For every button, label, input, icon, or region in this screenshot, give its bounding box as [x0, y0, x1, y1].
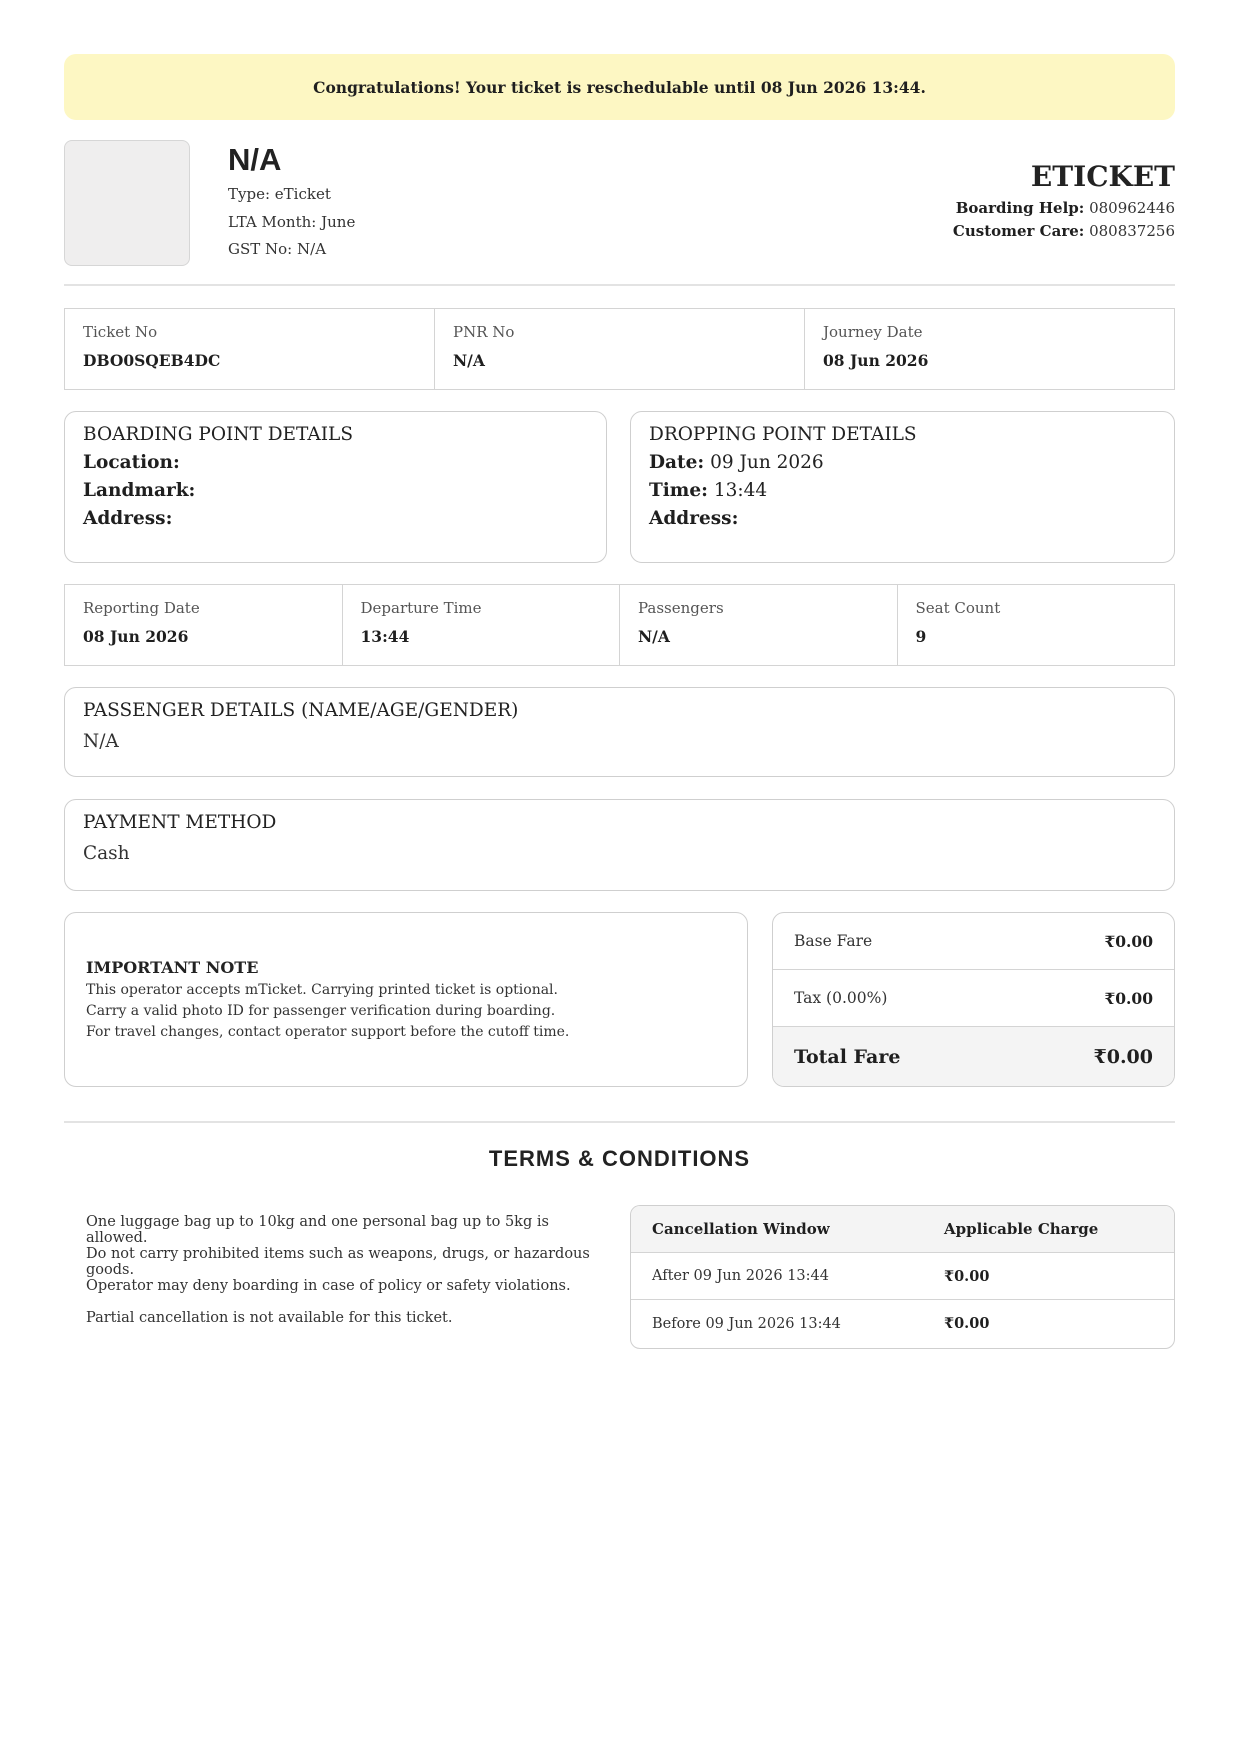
total-fare-amount: ₹0.00 — [1093, 1045, 1153, 1068]
boarding-landmark — [83, 480, 588, 501]
terms-title: TERMS & CONDITIONS — [488, 1146, 751, 1171]
operator-type-value: eTicket — [274, 185, 331, 203]
lta-month-value: June — [321, 213, 356, 231]
boarding-point-card — [64, 411, 607, 563]
passengers-label: Passengers — [638, 599, 724, 617]
journey-date-label: Journey Date — [823, 323, 923, 341]
boarding-address-label: Address: — [83, 508, 173, 529]
reporting-date-label: Reporting Date — [83, 599, 200, 617]
boarding-point-title: BOARDING POINT DETAILS — [83, 424, 354, 445]
pnr-number-value: N/A — [453, 351, 485, 370]
gst-label: GST No: — [228, 240, 293, 258]
operator-logo-placeholder — [64, 140, 190, 266]
tax-label: Tax (0.00%) — [794, 989, 888, 1007]
header-divider — [64, 284, 1175, 286]
cancellation-table — [630, 1205, 1175, 1349]
journey-info-row — [64, 584, 1175, 666]
applicable-charge-header: Applicable Charge — [944, 1220, 1099, 1238]
dropping-time — [649, 480, 1156, 501]
terms-item: Do not carry prohibited items such as weapons, drugs, or hazardous goods. — [86, 1246, 590, 1278]
customer-care-number: 080837256 — [1089, 222, 1175, 240]
dropping-point-title: DROPPING POINT DETAILS — [649, 424, 917, 445]
customer-care — [953, 222, 1175, 240]
boarding-landmark-label: Landmark: — [83, 480, 196, 501]
applicable-charge-cell: ₹0.00 — [944, 1315, 990, 1332]
table-row — [631, 1253, 1174, 1300]
reporting-date-value: 08 Jun 2026 — [83, 627, 189, 646]
important-note-title: IMPORTANT NOTE — [86, 958, 259, 977]
ticket-number-value: DBO0SQEB4DC — [83, 351, 221, 370]
operator-gst-number — [228, 240, 326, 258]
payment-method-card — [64, 799, 1175, 891]
payment-method-value: Cash — [83, 843, 130, 864]
terms-item: Operator may deny boarding in case of policy or safety violations. — [86, 1278, 571, 1294]
ticket-number-label: Ticket No — [83, 323, 158, 341]
operator-type-label: Type: — [228, 185, 271, 203]
pnr-number-cell — [435, 309, 805, 389]
terms-list — [86, 1214, 606, 1342]
banner-text-prefix: Congratulations! Your ticket is reschedulable until — [313, 77, 756, 97]
banner-text-suffix: . — [920, 77, 926, 97]
gst-value: N/A — [297, 240, 327, 258]
fare-summary-card — [772, 912, 1175, 1087]
banner-until-date: 08 Jun 2026 13:44 — [760, 77, 921, 97]
base-fare-amount: ₹0.00 — [1104, 931, 1153, 951]
important-note-line: For travel changes, contact operator support before the cutoff time. — [86, 1024, 570, 1040]
seat-count-label: Seat Count — [915, 599, 1001, 617]
dropping-time-label: Time: — [649, 480, 708, 501]
eticket-title: ETICKET — [1030, 160, 1175, 193]
boarding-help-number: 080962446 — [1089, 199, 1175, 217]
terms-item: Partial cancellation is not available for this ticket. — [86, 1310, 453, 1326]
boarding-address — [83, 508, 588, 529]
reschedule-banner — [64, 54, 1175, 120]
departure-time-value: 13:44 — [360, 627, 410, 646]
departure-time-label: Departure Time — [360, 599, 482, 617]
applicable-charge-cell: ₹0.00 — [944, 1267, 990, 1285]
passengers-cell — [620, 585, 898, 665]
boarding-help-label: Boarding Help: — [955, 199, 1085, 217]
operator-lta-month — [228, 213, 355, 231]
customer-care-label: Customer Care: — [952, 222, 1085, 240]
boarding-location — [83, 452, 588, 473]
tax-row — [773, 970, 1174, 1027]
base-fare-row — [773, 913, 1174, 970]
cancellation-window-header: Cancellation Window — [652, 1220, 830, 1238]
passenger-details-value: N/A — [83, 731, 119, 752]
operator-type — [228, 185, 331, 203]
table-row — [631, 1300, 1174, 1347]
pnr-number-label: PNR No — [453, 323, 515, 341]
boarding-help — [956, 199, 1175, 217]
dropping-date-value: 09 Jun 2026 — [710, 452, 824, 473]
total-fare-row — [773, 1027, 1174, 1086]
passengers-value: N/A — [638, 627, 670, 646]
cancellation-window-cell: After 09 Jun 2026 13:44 — [652, 1268, 829, 1284]
dropping-address-label: Address: — [649, 508, 739, 529]
important-note-card — [64, 912, 748, 1087]
departure-time-cell — [343, 585, 621, 665]
passenger-details-card — [64, 687, 1175, 777]
total-fare-label: Total Fare — [794, 1045, 901, 1068]
terms-divider — [64, 1121, 1175, 1123]
boarding-location-label: Location: — [83, 452, 180, 473]
operator-name: N/A — [228, 142, 282, 177]
seat-count-cell — [898, 585, 1175, 665]
ticket-number-cell — [65, 309, 435, 389]
seat-count-value: 9 — [915, 627, 927, 646]
dropping-time-value: 13:44 — [713, 480, 768, 501]
cancellation-header-row — [631, 1206, 1174, 1253]
reporting-date-cell — [65, 585, 343, 665]
dropping-point-card — [630, 411, 1175, 563]
important-note-line: Carry a valid photo ID for passenger verification during boarding. — [86, 1003, 556, 1019]
cancellation-window-cell: Before 09 Jun 2026 13:44 — [652, 1315, 841, 1332]
terms-item: One luggage bag up to 10kg and one personal bag up to 5kg is allowed. — [86, 1214, 549, 1246]
lta-month-label: LTA Month: — [228, 213, 317, 231]
base-fare-label: Base Fare — [794, 932, 873, 950]
journey-date-cell — [805, 309, 1174, 389]
dropping-date-label: Date: — [649, 452, 705, 473]
journey-date-value: 08 Jun 2026 — [823, 351, 929, 370]
passenger-details-title: PASSENGER DETAILS (NAME/AGE/GENDER) — [83, 700, 519, 721]
dropping-address — [649, 508, 1156, 529]
ticket-info-row — [64, 308, 1175, 390]
tax-amount: ₹0.00 — [1104, 988, 1153, 1008]
dropping-date — [649, 452, 1156, 473]
important-note-line: This operator accepts mTicket. Carrying printed ticket is optional. — [86, 982, 558, 998]
payment-method-title: PAYMENT METHOD — [83, 812, 277, 833]
